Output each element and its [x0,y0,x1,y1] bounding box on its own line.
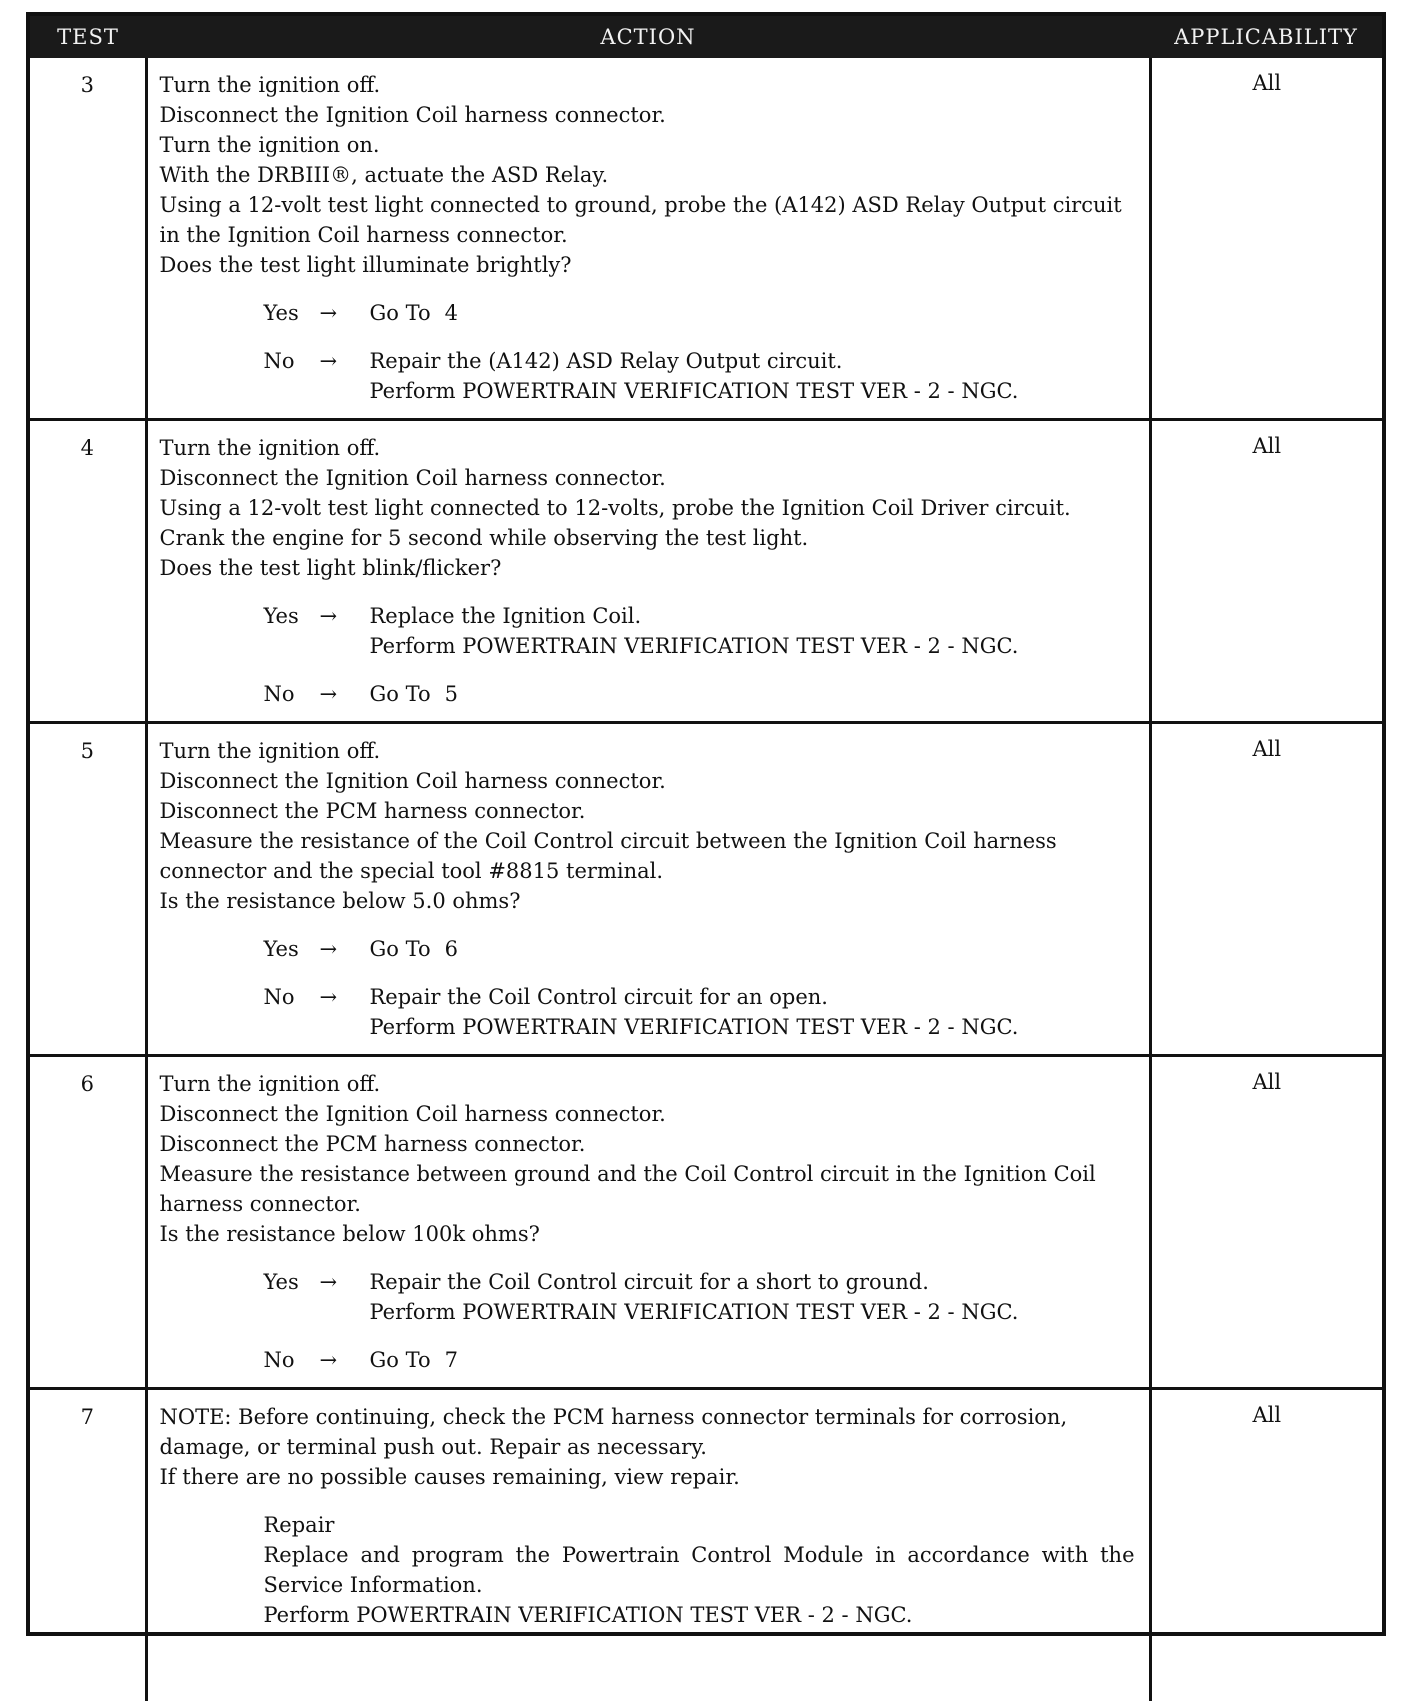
outcome-yes [264,1267,1141,1327]
action-step: Turn the ignition off. [159,436,381,460]
outcome-line: Perform POWERTRAIN VERIFICATION TEST VER - 2 - NGC. [369,379,1019,403]
applicability: All [1252,71,1282,95]
outcome-line: Repair the Coil Control circuit for a short to ground. [369,1270,929,1294]
action-step: Crank the engine for 5 second while observing the test light. [159,526,809,550]
table-row [30,723,1382,1056]
applicability: All [1150,1389,1382,1701]
goto-number: 6 [444,937,458,961]
arrow-right-icon: → [319,349,338,373]
test-number: 3 [80,73,94,97]
no-label: No [263,349,295,373]
table-row [30,1056,1382,1389]
action-cell [146,420,1150,723]
goto-label: Go To [369,1348,431,1372]
no-label: No [263,985,295,1009]
action-question: Does the test light illuminate brightly? [159,253,572,277]
outcomes [160,298,1141,406]
yes-label: Yes [263,937,299,961]
action-step: Disconnect the Ignition Coil harness connector. [159,1102,666,1126]
no-label: No [263,1348,295,1372]
test-number: 5 [30,723,146,1056]
applicability: All [1150,1056,1382,1389]
goto-number: 4 [444,301,458,325]
outcome-no [264,679,1141,709]
table-row [30,420,1382,723]
outcomes [160,934,1141,1042]
action-question: Is the resistance below 100k ohms? [159,1222,540,1246]
outcomes [160,1267,1141,1375]
repair-instructions [264,1540,1141,1630]
table-header [30,16,1382,58]
repair-label: Repair [263,1513,335,1537]
outcome-line: Replace the Ignition Coil. [369,604,642,628]
applicability: All [1150,420,1382,723]
action-note: NOTE: Before continuing, check the PCM harness connector terminals for corrosion, damage, or terminal push out. Repair as necessary. [159,1405,1068,1459]
arrow-right-icon: → [319,985,338,1009]
arrow-right-icon: → [319,937,338,961]
outcome-yes [264,934,1141,964]
outcomes [160,601,1141,709]
action-step: With the DRBIII®, actuate the ASD Relay. [159,163,609,187]
goto-label: Go To [369,301,431,325]
outcome-line: Repair the Coil Control circuit for an open. [369,985,828,1009]
repair-line: Perform POWERTRAIN VERIFICATION TEST VER - 2 - NGC. [263,1603,913,1627]
outcome-line: Perform POWERTRAIN VERIFICATION TEST VER - 2 - NGC. [369,634,1019,658]
action-step: Disconnect the PCM harness connector. [159,1132,586,1156]
outcome-line: Repair the (A142) ASD Relay Output circuit. [369,349,843,373]
action-step: Using a 12-volt test light connected to 12-volts, probe the Ignition Coil Driver circuit. [159,496,1071,520]
action-step: Turn the ignition off. [159,739,381,763]
action-cell [146,723,1150,1056]
action-step: If there are no possible causes remaining, view repair. [159,1465,740,1489]
goto-number: 7 [444,1348,458,1372]
outcome-no [264,982,1141,1042]
action-step: Using a 12-volt test light connected to ground, probe the (A142) ASD Relay Output circuit in the Ignition Coil harness connector. [159,193,1122,247]
yes-label: Yes [263,1270,299,1294]
arrow-right-icon: → [319,1270,338,1294]
action-step: Disconnect the Ignition Coil harness connector. [159,769,666,793]
diagnostic-table-frame [26,12,1386,1636]
test-number: 6 [30,1056,146,1389]
action-question: Is the resistance below 5.0 ohms? [159,889,521,913]
outcome-line: Perform POWERTRAIN VERIFICATION TEST VER - 2 - NGC. [369,1300,1019,1324]
action-cell [146,1389,1150,1701]
action-step: Disconnect the PCM harness connector. [159,799,586,823]
test-number: 7 [30,1389,146,1701]
outcome-no [264,346,1141,406]
action-cell [146,1056,1150,1389]
arrow-right-icon: → [319,1348,338,1372]
action-step: Disconnect the Ignition Coil harness connector. [159,466,666,490]
arrow-right-icon: → [319,682,338,706]
repair-line: Replace and program the Powertrain Control Module in accordance with the Service Information. [263,1543,1135,1597]
outcome-no [264,1345,1141,1375]
goto-label: Go To [369,937,431,961]
no-label: No [263,682,295,706]
outcome-yes [264,298,1141,328]
arrow-right-icon: → [319,604,338,628]
yes-label: Yes [263,301,299,325]
action-cell [146,58,1150,420]
yes-label: Yes [263,604,299,628]
action-step: Measure the resistance between ground and the Coil Control circuit in the Ignition Coil harness connector. [159,1162,1096,1216]
arrow-right-icon: → [319,301,338,325]
action-question: Does the test light blink/flicker? [159,556,502,580]
table-row [30,58,1382,420]
test-number: 4 [30,420,146,723]
action-step: Disconnect the Ignition Coil harness connector. [159,103,666,127]
goto-number: 5 [444,682,458,706]
action-step: Turn the ignition off. [159,1072,381,1096]
outcome-line: Perform POWERTRAIN VERIFICATION TEST VER - 2 - NGC. [369,1015,1019,1039]
action-step: Measure the resistance of the Coil Control circuit between the Ignition Coil harness connector and the special tool #8815 terminal. [159,829,1057,883]
header-applicability: APPLICABILITY [1150,16,1382,58]
action-step: Turn the ignition on. [159,133,380,157]
diagnostic-table [30,16,1382,1701]
outcome-yes [264,601,1141,661]
goto-label: Go To [369,682,431,706]
header-action: ACTION [146,16,1150,58]
table-row [30,1389,1382,1701]
header-test: TEST [30,16,146,58]
applicability: All [1150,723,1382,1056]
action-step: Turn the ignition off. [159,73,381,97]
